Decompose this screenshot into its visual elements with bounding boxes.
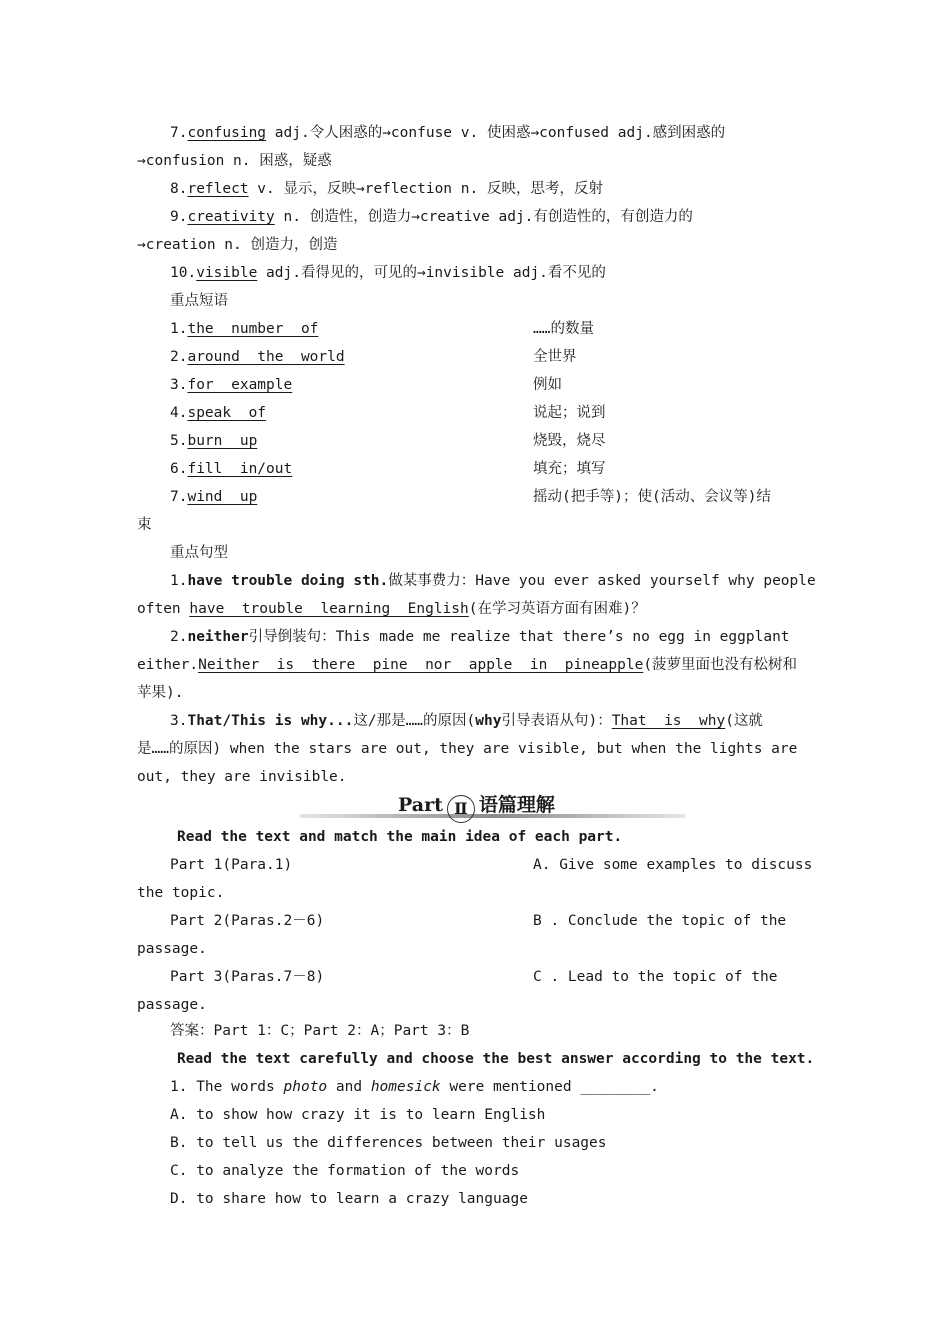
phrase-row	[170, 460, 292, 478]
phrase-answer: for example	[187, 377, 293, 393]
vocab-answer: reflect	[187, 181, 249, 197]
item-number: 6.	[170, 461, 188, 477]
vocab-line-7	[170, 124, 725, 142]
phrase-meaning: 填充；填写	[533, 461, 606, 477]
vocab-line-7-cont: →confusion n. 困惑，疑惑	[137, 153, 332, 169]
sentences-heading: 重点句型	[170, 545, 228, 561]
item-number: 9.	[170, 209, 188, 225]
phrase-answer: the number of	[187, 321, 319, 337]
item-number: 8.	[170, 181, 188, 197]
vocab-line-10	[170, 264, 606, 282]
phrase-meaning: 说起；说到	[533, 405, 606, 421]
phrase-row	[170, 488, 257, 506]
sentence-pattern: have trouble doing sth.	[187, 573, 389, 589]
match-idea: B . Conclude the topic of the	[533, 913, 787, 929]
match-part: Part 1(Para.1)	[170, 857, 293, 873]
sentence-1-cont	[137, 600, 646, 618]
item-number: 3.	[170, 713, 188, 729]
vocab-answer: confusing	[187, 125, 267, 141]
phrase-meaning: ……的数量	[533, 321, 594, 337]
item-number: 7.	[170, 489, 188, 505]
sentence-text: either.	[137, 657, 199, 673]
section-title: 语篇理解	[478, 794, 555, 816]
question-text: 1. The words	[170, 1079, 284, 1095]
phrase-answer: burn up	[187, 433, 258, 449]
phrase-row	[170, 376, 292, 394]
vocab-answer: visible	[196, 265, 258, 281]
phrase-meaning: 摇动(把手等)；使(活动、会议等)结	[533, 489, 771, 505]
match-part: Part 3(Paras.7－8)	[170, 969, 325, 985]
vocab-derivations: v. 显示，反映→reflection n. 反映，思考，反射	[248, 181, 603, 197]
item-number: 4.	[170, 405, 188, 421]
vocab-derivations: n. 创造性，创造力→creative adj.有创造性的，有创造力的	[274, 209, 693, 225]
phrase-row	[170, 404, 266, 422]
task1-answer: 答案：Part 1：C；Part 2：A；Part 3：B	[170, 1023, 470, 1039]
match-idea-cont: passage.	[137, 997, 207, 1013]
phrase-row	[170, 348, 345, 366]
sentence-text: 引导倒装句：This made me realize that there’s no egg in eggplant	[248, 629, 790, 645]
item-number: 2.	[170, 629, 188, 645]
sentence-2-cont2: 苹果).	[137, 685, 184, 701]
sentence-1-line	[170, 572, 816, 590]
item-number: 3.	[170, 377, 188, 393]
phrase-meaning: 烧毁，烧尽	[533, 433, 606, 449]
vocab-answer: creativity	[187, 209, 275, 225]
option-b: B. to tell us the differences between their usages	[170, 1135, 607, 1151]
vocab-line-9	[170, 208, 693, 226]
sentence-3-line	[170, 712, 763, 730]
sentence-3-cont2: out, they are invisible.	[137, 769, 347, 785]
sentence-text: (菠萝里面也没有松树和	[643, 657, 798, 673]
phrase-answer: fill in/out	[187, 461, 293, 477]
vocab-line-8	[170, 180, 603, 198]
item-number: 10.	[170, 265, 197, 281]
match-idea-cont: passage.	[137, 941, 207, 957]
task1-instruction: Read the text and match the main idea of each part.	[177, 829, 623, 845]
task2-instruction: Read the text carefully and choose the best answer according to the text.	[177, 1051, 815, 1067]
sentence-3-cont: 是……的原因) when the stars are out, they are visible, but when the lights are	[137, 741, 798, 757]
phrase-meaning: 例如	[533, 377, 562, 393]
item-number: 1.	[170, 321, 188, 337]
option-d: D. to share how to learn a crazy language	[170, 1191, 528, 1207]
sentence-keyword: why	[475, 713, 502, 729]
sentence-pattern: That/This is why...	[187, 713, 354, 729]
question-word: photo	[283, 1079, 328, 1095]
item-number: 1.	[170, 573, 188, 589]
sentence-text: 做某事费力：Have you ever asked yourself why people	[388, 573, 816, 589]
item-number: 7.	[170, 125, 188, 141]
sentence-text: 这/那是……的原因(	[353, 713, 476, 729]
item-number: 5.	[170, 433, 188, 449]
sentence-2-cont	[137, 656, 797, 674]
phrases-heading: 重点短语	[170, 293, 228, 309]
item-number: 2.	[170, 349, 188, 365]
phrase-answer: around the world	[187, 349, 345, 365]
match-idea-cont: the topic.	[137, 885, 225, 901]
phrase-answer: wind up	[187, 489, 258, 505]
sentence-text: (这就	[725, 713, 763, 729]
question-1	[170, 1078, 659, 1096]
match-idea: C . Lead to the topic of the	[533, 969, 778, 985]
sentence-text: often	[137, 601, 190, 617]
section-header	[398, 790, 555, 823]
option-c: C. to analyze the formation of the words	[170, 1163, 520, 1179]
vocab-line-9-cont: →creation n. 创造力，创造	[137, 237, 338, 253]
sentence-answer: That is why	[611, 713, 726, 729]
phrase-answer: speak of	[187, 405, 267, 421]
question-text: were mentioned ________.	[440, 1079, 659, 1095]
question-word: homesick	[370, 1079, 441, 1095]
sentence-answer: have trouble learning English	[189, 601, 469, 617]
vocab-derivations: adj.看得见的，可见的→invisible adj.看不见的	[257, 265, 606, 281]
sentence-pattern: neither	[187, 629, 249, 645]
phrase-meaning-cont: 束	[137, 517, 152, 533]
sentence-2-line	[170, 628, 790, 646]
phrase-row	[170, 320, 318, 338]
part-roman-numeral: Ⅱ	[447, 795, 475, 823]
vocab-derivations: adj.令人困惑的→confuse v. 使困惑→confused adj.感到困惑的	[266, 125, 726, 141]
question-text: and	[327, 1079, 371, 1095]
phrase-meaning: 全世界	[533, 349, 577, 365]
match-idea: A. Give some examples to discuss	[533, 857, 813, 873]
part-label: Part	[398, 794, 443, 816]
sentence-text: (在学习英语方面有困难)？	[468, 601, 646, 617]
option-a: A. to show how crazy it is to learn English	[170, 1107, 546, 1123]
match-part: Part 2(Paras.2－6)	[170, 913, 325, 929]
phrase-row	[170, 432, 257, 450]
sentence-text: 引导表语从句)：	[501, 713, 612, 729]
sentence-answer: Neither is there pine nor apple in pineapple	[198, 657, 644, 673]
